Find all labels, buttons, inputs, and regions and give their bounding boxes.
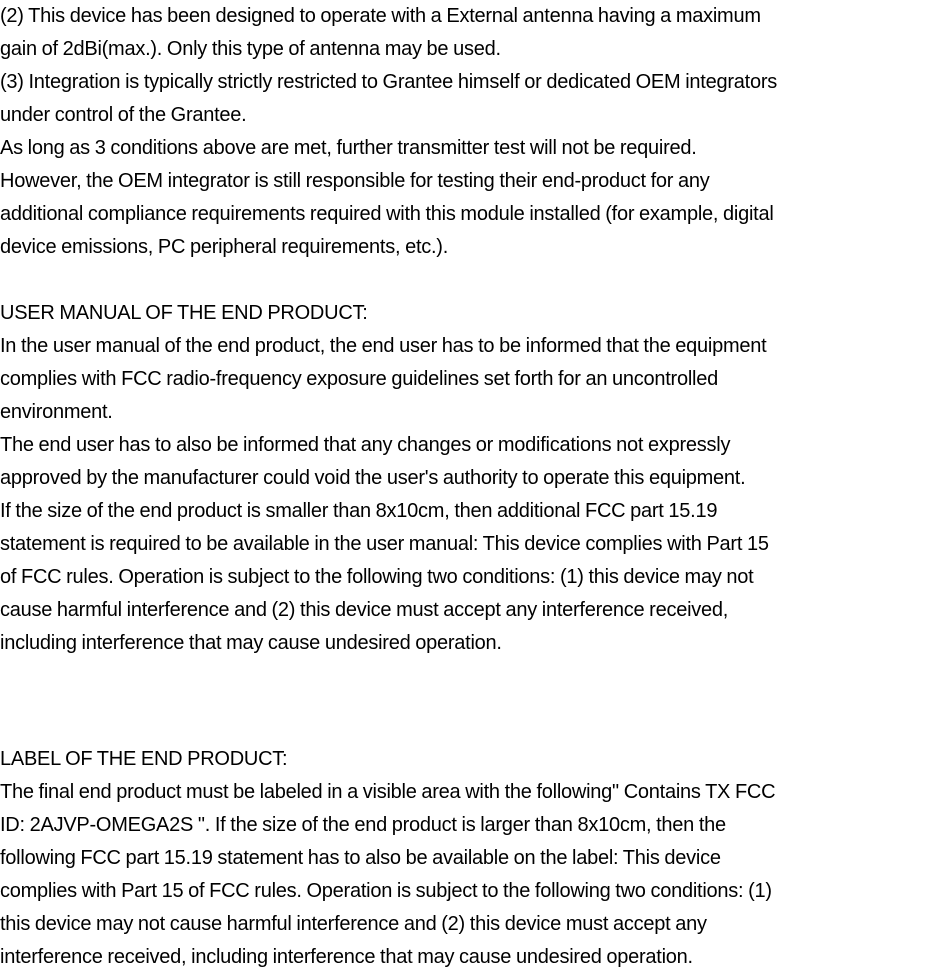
- section-heading: USER MANUAL OF THE END PRODUCT:: [0, 302, 368, 324]
- paragraph-line: under control of the Grantee.: [0, 104, 247, 126]
- antenna-section: [0, 0, 938, 264]
- paragraph-line: following FCC part 15.19 statement has to also be available on the label: This device: [0, 847, 721, 869]
- spacer: [0, 264, 938, 297]
- spacer: [0, 693, 938, 743]
- paragraph-line: As long as 3 conditions above are met, further transmitter test will not be required.: [0, 137, 697, 159]
- paragraph-line: complies with FCC radio-frequency exposure guidelines set forth for an uncontrolled: [0, 368, 718, 390]
- paragraph-line: statement is required to be available in the user manual: This device complies with Part 15: [0, 533, 769, 555]
- paragraph-line: If the size of the end product is smaller than 8x10cm, then additional FCC part 15.19: [0, 500, 718, 522]
- paragraph-line: The end user has to also be informed that any changes or modifications not expressly: [0, 434, 731, 456]
- paragraph-line: device emissions, PC peripheral requirements, etc.).: [0, 236, 449, 258]
- paragraph-line: including interference that may cause undesired operation.: [0, 632, 502, 654]
- paragraph-line: (3) Integration is typically strictly restricted to Grantee himself or dedicated OEM integrators: [0, 71, 777, 93]
- paragraph-line: complies with Part 15 of FCC rules. Operation is subject to the following two conditions: (1): [0, 880, 772, 902]
- paragraph-line: The final end product must be labeled in a visible area with the following" Contains TX FCC: [0, 781, 776, 803]
- section-heading: LABEL OF THE END PRODUCT:: [0, 748, 288, 770]
- paragraph-line: In the user manual of the end product, the end user has to be informed that the equipment: [0, 335, 767, 357]
- user-manual-section: [0, 297, 938, 660]
- paragraph-line: approved by the manufacturer could void the user's authority to operate this equipment.: [0, 467, 746, 489]
- spacer: [0, 660, 938, 693]
- paragraph-line: However, the OEM integrator is still responsible for testing their end-product for any: [0, 170, 710, 192]
- paragraph-line: additional compliance requirements required with this module installed (for example, digital: [0, 203, 774, 225]
- paragraph-line: gain of 2dBi(max.). Only this type of antenna may be used.: [0, 38, 501, 60]
- paragraph-line: of FCC rules. Operation is subject to the following two conditions: (1) this device may not: [0, 566, 754, 588]
- paragraph-line: ID: 2AJVP-OMEGA2S ". If the size of the end product is larger than 8x10cm, then the: [0, 814, 726, 836]
- paragraph-line: cause harmful interference and (2) this device must accept any interference received,: [0, 599, 729, 621]
- paragraph-line: environment.: [0, 401, 113, 423]
- paragraph-line: this device may not cause harmful interference and (2) this device must accept any: [0, 913, 707, 935]
- paragraph-line: interference received, including interference that may cause undesired operation.: [0, 946, 693, 968]
- paragraph-line: (2) This device has been designed to operate with a External antenna having a maximum: [0, 5, 761, 27]
- label-section: [0, 743, 938, 974]
